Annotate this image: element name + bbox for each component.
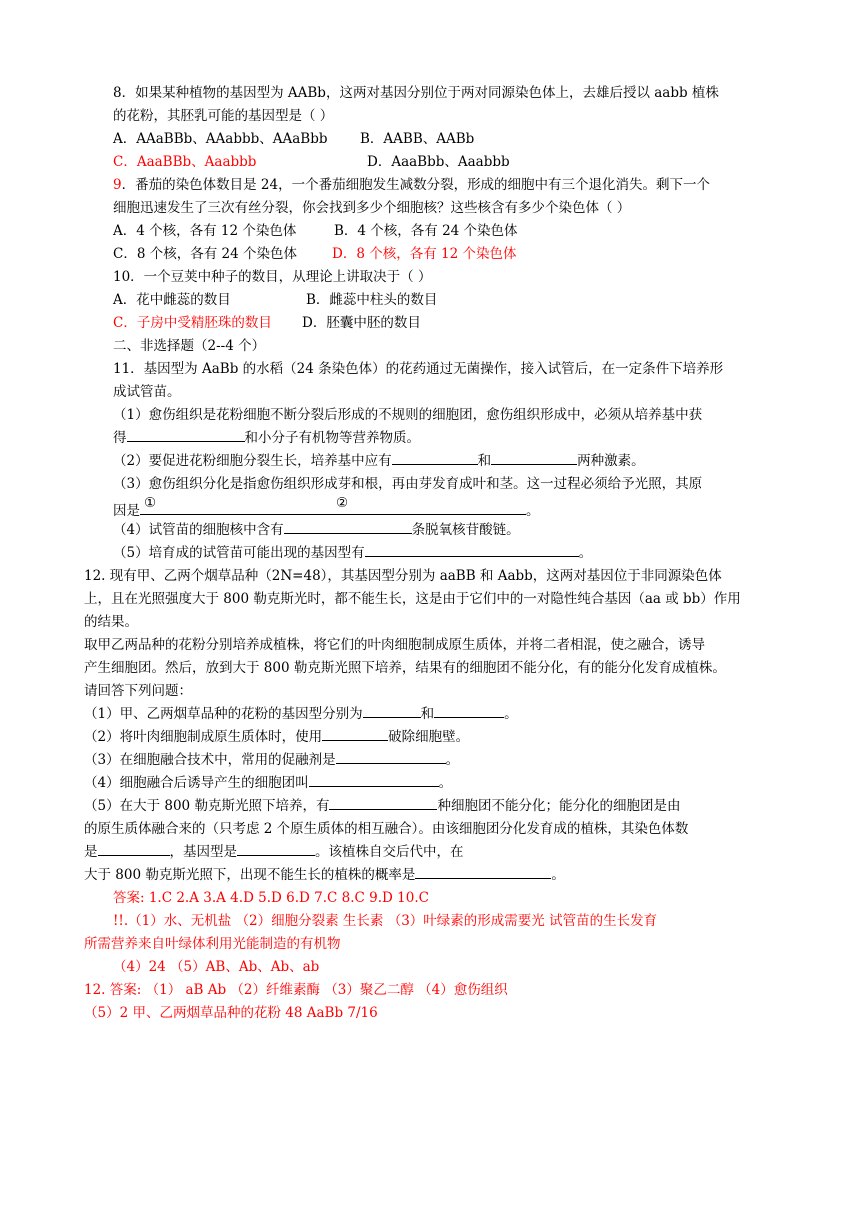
q11-line1: 11．基因型为 AaBb 的水稻（24 条染色体）的花药通过无菌操作，接入试管后，在一定条件下培养形: [113, 361, 724, 377]
q8-line1: 8．如果某种植物的基因型为 AABb，这两对基因分别位于两对同源染色体上，去雄后授以 aabb 植株: [113, 85, 719, 101]
q11-part1-line1: （1）愈伤组织是花粉细胞不断分裂后形成的不规则的细胞团，愈伤组织形成中，必须从培养基中获: [113, 407, 703, 423]
q11-line2: 成试管苗。: [113, 384, 181, 400]
q12-part5-line2: 的原生质体融合来的（只考虑 2 个原生质体的相互融合）。由该细胞团分化发育成的植株，其染色体数: [84, 821, 689, 837]
q9-option-a: A．4 个核，各有 12 个染色体: [113, 223, 297, 239]
q10-line1: 10．一个豆荚中种子的数目，从理论上讲取决于（ ）: [113, 269, 432, 285]
q12-part5-line3: 是 ，基因型是 。该植株自交后代中，在: [84, 841, 464, 863]
q9-number: 9: [113, 177, 122, 193]
q11-part3-line1: （3）愈伤组织分化是指愈伤组织形成芽和根，再由芽发育成叶和茎。这一过程必须给予光照，其原: [113, 476, 703, 492]
blank: [237, 841, 315, 856]
q9-line2: 细胞迅速发生了三次有丝分裂，你会找到多少个细胞核？这些核含有多少个染色体（ ）: [113, 200, 631, 216]
answers-line6: （5）2 甲、乙两烟草品种的花粉 48 AaBb 7/16: [84, 1005, 378, 1021]
q12-line6: 请回答下列问题：: [84, 683, 192, 699]
q9-option-b: B．4 个核，各有 24 个染色体: [334, 223, 518, 239]
q8-option-b: B．AABB、AABb: [360, 131, 475, 147]
q11-part2: （2）要促进花粉细胞分裂生长，培养基中应有 和 两种激素。: [113, 450, 645, 472]
q12-part3: （3）在细胞融合技术中，常用的促融剂是 。: [84, 749, 459, 771]
q10-option-c: C．子房中受精胚珠的数目: [113, 315, 272, 331]
blank: [98, 841, 170, 856]
blank: [415, 864, 551, 879]
answers-line2: !!.（1）水、无机盐 （2）细胞分裂素 生长素 （3）叶绿素的形成需要光 试管苗的生长发育: [113, 913, 658, 929]
blank: [365, 542, 579, 557]
blank: [309, 772, 439, 787]
q8-line2: 的花粉，其胚乳可能的基因型是（ ）: [113, 108, 334, 124]
blank: [434, 703, 504, 718]
q11-part3-line2: 因是 ① ② 。: [113, 495, 540, 519]
q11-part4: （4）试管苗的细胞核中含有 条脱氧核苷酸链。: [113, 519, 520, 541]
blank: [336, 749, 446, 764]
q12-line2: 上，且在光照强度大于 800 勒克斯光时，都不能生长，这是由于它们中的一对隐性纯合基因（aa 或 bb）作用: [84, 591, 741, 607]
q12-line1: 12. 现有甲、乙两个烟草品种（2N=48），其基因型分别为 aaBB 和 Aabb，这两对基因位于非同源染色体: [84, 568, 722, 584]
answers-line4: （4）24 （5）AB、Ab、Ab、ab: [113, 959, 320, 975]
q8-option-a: A．AAaBBb、AAabbb、AAaBbb: [113, 131, 328, 147]
q11-part1-line2: 得 和小分子有机物等营养物质。: [113, 427, 420, 449]
section-heading: 二、非选择题（2--4 个）: [113, 338, 266, 354]
q9-line1: [113, 174, 710, 196]
blank: [322, 726, 388, 741]
blank: [284, 519, 412, 534]
q12-part5-line4: 大于 800 勒克斯光照下，出现不能生长的植株的概率是 。: [84, 864, 565, 886]
q11-part5: （5）培育成的试管苗可能出现的基因型有 。: [113, 542, 592, 564]
q10-option-d: D．胚囊中胚的数目: [302, 315, 421, 331]
blank: [329, 795, 437, 810]
q8-option-d: D．AaaBbb、Aaabbb: [367, 154, 510, 170]
answers-line3: 所需营养来自叶绿体利用光能制造的有机物: [84, 936, 341, 952]
q9-option-d: D．8 个核，各有 12 个染色体: [332, 246, 517, 262]
answers-line5: 12. 答案: （1） aB Ab （2）纤维素酶 （3）聚乙二醇 （4）愈伤组织: [84, 982, 508, 998]
q10-option-b: B．雌蕊中柱头的数目: [306, 292, 438, 308]
q10-option-a: A．花中雌蕊的数目: [113, 292, 231, 308]
q12-line4: 取甲乙两品种的花粉分别培养成植株，将它们的叶肉细胞制成原生质体，并将二者相混，使之融合，诱导: [84, 637, 705, 653]
q8-option-c: C．AaaBBb、Aaabbb: [113, 154, 257, 170]
blank: [363, 703, 421, 718]
q9-line1-text: ．番茄的染色体数目是 24，一个番茄细胞发生减数分裂，形成的细胞中有三个退化消失。剩下一个: [121, 177, 711, 193]
blank: ① ②: [140, 496, 526, 515]
q12-part2: （2）将叶肉细胞制成原生质体时，使用 破除细胞壁。: [84, 726, 469, 748]
blank: [491, 450, 577, 465]
q12-part5-line1: （5）在大于 800 勒克斯光照下培养，有 种细胞团不能分化；能分化的细胞团是由: [84, 795, 680, 817]
q12-part4: （4）细胞融合后诱导产生的细胞团叫 。: [84, 772, 452, 794]
blank: [127, 427, 245, 442]
q12-line3: 的结果。: [84, 614, 138, 630]
q12-line5: 产生细胞团。然后，放到大于 800 勒克斯光照下培养，结果有的细胞团不能分化，有的能分化发育成植株。: [84, 660, 726, 676]
blank: [392, 450, 478, 465]
answers-line1: 答案: 1.C 2.A 3.A 4.D 5.D 6.D 7.C 8.C 9.D 10.C: [113, 890, 429, 906]
q12-part1: （1）甲、乙两烟草品种的花粉的基因型分别为 和 。: [84, 703, 518, 725]
q9-option-c: C．8 个核，各有 24 个染色体: [113, 246, 297, 262]
